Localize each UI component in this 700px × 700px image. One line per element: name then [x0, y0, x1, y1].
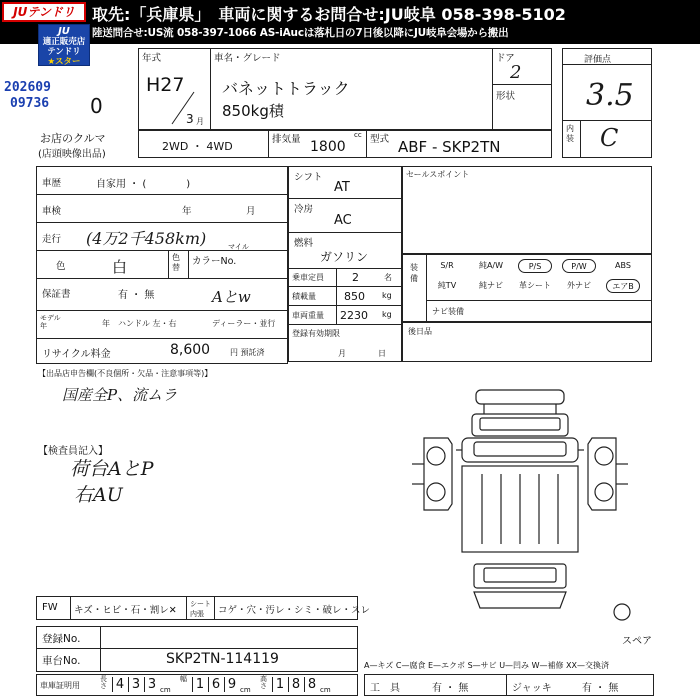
later-items-label: 後日品	[408, 327, 432, 336]
ju-tendori-logo: JUテンドリ	[2, 2, 86, 22]
reg-day: 日	[378, 349, 386, 358]
car-diagram	[400, 384, 640, 624]
cap-label: 乗車定員	[292, 273, 324, 282]
cap-value: 2	[352, 271, 359, 284]
color-value: 白	[112, 258, 128, 276]
mile-unit: マイル	[228, 243, 249, 251]
lot-suffix: 0	[90, 94, 103, 118]
disp-unit: cc	[354, 131, 362, 139]
tool-value: 有 ・ 無	[432, 683, 469, 694]
spare-label: スペア	[622, 636, 652, 647]
seat-label-1: シート	[190, 600, 211, 608]
inspector-line1: 荷台AとP	[70, 458, 154, 480]
header-transport-note: 陸送問合せ:US流 058-397-1066 AS-iAucは落札日の7日後以降にJU岐阜会場から搬出	[92, 27, 509, 39]
load-label: 積載量	[292, 292, 316, 301]
weight-value: 2230	[340, 309, 368, 322]
reki-label: 車歴	[42, 178, 62, 189]
garage-wid-digit: 9	[224, 677, 239, 692]
handle-value: ハンドル 左・右	[118, 319, 177, 328]
load-value: 850	[344, 290, 365, 303]
lot-number-2: 09736	[10, 96, 50, 111]
garage-len-digit: 3	[128, 677, 143, 692]
dealer-value: ディーラー・並行	[212, 319, 276, 328]
garage-label: 車庫証明用	[40, 681, 80, 690]
tool-label: 工 具	[370, 683, 400, 694]
shaken-month: 月	[246, 206, 256, 217]
shape-label: 形状	[496, 91, 516, 102]
garage-hgt-digit: 1	[272, 677, 287, 692]
month-value: 3	[186, 112, 194, 126]
color-label: 色	[56, 261, 66, 272]
garage-wid-label: 幅	[180, 675, 187, 683]
lot-number-1: 202609	[4, 80, 51, 95]
garage-hgt-digit: 8	[288, 677, 303, 692]
garage-dimensions	[100, 674, 358, 696]
reg-no-label: 登録No.	[42, 633, 81, 645]
equipment-label: 装備	[410, 263, 418, 283]
badge-mid: 適正販売店	[42, 37, 86, 47]
jack-value: 有 ・ 無	[582, 683, 619, 694]
garage-unit: cm	[240, 686, 251, 694]
model-value: ABF - SKP2TN	[398, 138, 501, 156]
header-contact: 取先:「兵庫県」 車両に関するお問合せ:JU岐阜 058-398-5102	[92, 5, 566, 24]
ac-label: 冷房	[294, 204, 314, 215]
shift-value: AT	[334, 180, 350, 195]
model-year-unit: 年	[102, 319, 110, 328]
history-frame	[36, 166, 288, 364]
seller-note-label: 【出品店申告欄(不良個所・欠品・注意事項等)】	[38, 369, 213, 378]
garage-wid-digit: 1	[192, 677, 207, 692]
badge-bot-1: テンドリ	[47, 47, 81, 57]
store-car: お店のクルマ	[40, 132, 106, 145]
inspector-label: 【検査員記入】	[38, 446, 108, 457]
door-value: 2	[510, 62, 522, 83]
vehicle-name: バネットトラック	[222, 79, 350, 98]
name-label: 車名・グレード	[214, 53, 281, 64]
load-unit: kg	[382, 291, 392, 300]
disp-value: 1800	[310, 139, 346, 155]
badge-ju: JU	[58, 26, 70, 37]
equipment-item: 純TV	[437, 281, 457, 290]
shaken-year: 年	[182, 206, 192, 217]
equipment-item: 外ナビ	[567, 281, 591, 290]
cap-unit: 名	[384, 273, 392, 282]
garage-wid-digit: 6	[208, 677, 223, 692]
garage-unit: cm	[320, 686, 331, 694]
reg-expire-label: 登録有効期限	[292, 329, 340, 338]
sales-point-label: セールスポイント	[406, 170, 470, 179]
vehicle-grade: 850kg積	[222, 102, 284, 120]
equipment-item: ABS	[615, 261, 631, 270]
shaken-label: 車検	[42, 206, 62, 217]
reki-value: 自家用 ・ ( )	[96, 179, 191, 190]
seat-items: コゲ・穴・汚レ・シミ・破レ・スレ	[218, 605, 371, 616]
dealer-badge	[38, 24, 90, 66]
garage-hgt-label: 高さ	[260, 675, 267, 690]
damage-legend: A—キズ C—腐食 E—エクボ S—サビ U—凹み W—補修 XX—交換済	[364, 661, 610, 670]
interior-value: C	[600, 124, 619, 152]
recycle-label: リサイクル料金	[42, 349, 111, 360]
frame-no-value: SKP2TN-114119	[166, 651, 279, 667]
score-value: 3.5	[586, 78, 634, 113]
garage-len-digit: 3	[144, 677, 159, 692]
weight-unit: kg	[382, 310, 392, 319]
navi-label: ナビ装備	[432, 307, 464, 316]
jack-label: ジャッキ	[512, 683, 552, 694]
color-change: 色替	[172, 253, 180, 272]
fuel-value: ガソリン	[320, 250, 369, 264]
later-items-box	[402, 322, 652, 362]
model-year-label: モデル年	[40, 314, 61, 330]
frame-no-label: 車台No.	[42, 655, 81, 667]
equipment-row-2	[430, 279, 650, 295]
color-no: カラーNo.	[192, 256, 237, 267]
fuel-label: 燃料	[294, 238, 314, 249]
warranty-label: 保証書	[42, 289, 71, 300]
garage-unit: cm	[160, 686, 171, 694]
fw-items: キズ・ヒビ・石・割レ✕	[74, 605, 177, 616]
year-label: 年式	[142, 53, 162, 64]
fw-label: FW	[42, 602, 58, 613]
shift-label: シフト	[294, 172, 323, 183]
mileage-label: 走行	[42, 234, 62, 245]
equipment-item: 純ナビ	[479, 281, 503, 290]
seat-label-2: 内張	[190, 610, 204, 618]
inspector-line2: 右AU	[74, 484, 123, 506]
equipment-item: 革シート	[519, 281, 551, 290]
ac-value: AC	[334, 213, 352, 228]
reg-month: 月	[338, 349, 346, 358]
door-label: ドア	[496, 53, 515, 64]
garage-len-label: 長さ	[100, 675, 107, 690]
interior-label: 内装	[566, 124, 574, 143]
recycle-value: 8,600	[170, 342, 211, 358]
equipment-item: エアB	[606, 279, 640, 293]
equipment-item: 純A/W	[478, 261, 504, 270]
equipment-item: S/R	[440, 261, 454, 270]
equipment-item: P/S	[518, 259, 552, 273]
garage-len-digit: 4	[112, 677, 127, 692]
month-unit: 月	[196, 117, 204, 126]
equipment-row-1	[430, 259, 650, 275]
warranty-note: Aとw	[212, 288, 251, 306]
warranty-value: 有 ・ 無	[118, 290, 155, 301]
store-car-sub: (店頭映像出品)	[38, 149, 106, 160]
drive-value: 2WD ・ 4WD	[162, 140, 233, 153]
garage-hgt-digit: 8	[304, 677, 319, 692]
equipment-item: P/W	[562, 259, 596, 273]
model-label: 型式	[370, 134, 390, 145]
recycle-unit: 円 預託済	[230, 348, 265, 357]
disp-label: 排気量	[272, 134, 301, 145]
year-value: H27	[146, 74, 185, 96]
seller-note-text: 国産全P、流ムラ	[62, 386, 178, 404]
score-label: 評価点	[584, 55, 612, 65]
weight-label: 車両重量	[292, 311, 324, 320]
mileage-value: (4万2千458km)	[86, 229, 207, 248]
badge-bot-2: ★スター	[47, 57, 81, 67]
